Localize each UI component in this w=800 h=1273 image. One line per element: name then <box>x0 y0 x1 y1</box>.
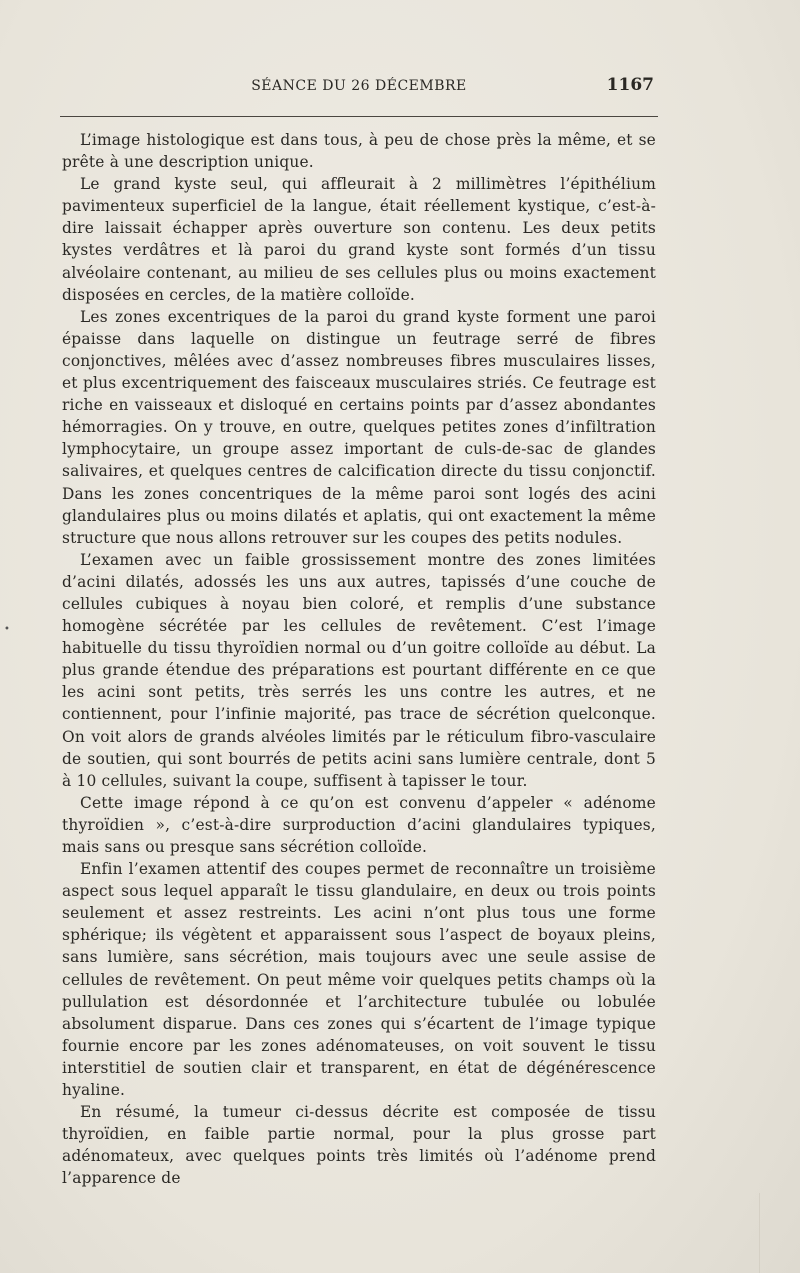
paragraph: L’image histologique est dans tous, à peu de chose près la même, et se prête à une description unique. <box>62 131 656 172</box>
header-rule <box>60 116 658 117</box>
page-number: 1167 <box>606 75 654 95</box>
page-header <box>60 75 658 106</box>
paragraph: Les zones excentriques de la paroi du grand kyste forment une paroi épaisse dans laquelle on distingue un feutrage serré de fibres conjonctives, mêlées avec d’assez nombreuses fibres musculaires lisses, et plus excentriquement des faisceaux musculaires striés. Ce feutrage est riche en vaisseaux et disloqué en certains points par d’assez abondantes hémorragies. On y trouve, en outre, quelques petites zones d’infiltration lymphocytaire, un groupe assez important de culs-de-sac de glandes salivaires, et quelques centres de calcification directe du tissu conjonctif. Dans les zones concentriques de la même paroi sont logés des acini glandulaires plus ou moins dilatés et aplatis, qui ont exactement la même structure que nous allons retrouver sur les coupes des petits nodules. <box>62 307 656 547</box>
paragraph: L’examen avec un faible grossissement montre des zones limitées d’acini dilatés, adossés les uns aux autres, tapissés d’une couche de cellules cubiques à noyau bien coloré, et remplis d’une substance homogène sécrétée par les cellules de revêtement. C’est l’image habituelle du tissu thyroïdien normal ou d’un goitre colloïde au début. La plus grande étendue des préparations est pourtant différente en ce que les acini sont petits, très serrés les uns contre les autres, et ne contiennent, pour l’infinie majorité, pas trace de sécrétion quelconque. On voit alors de grands alvéoles limités par le réticulum fibro-vasculaire de soutien, qui sont bourrés de petits acini sans lumière centrale, dont 5 à 10 cellules, suivant la coupe, suffisent à tapisser le tour. <box>62 550 656 790</box>
running-head: SÉANCE DU 26 DÉCEMBRE <box>251 78 467 94</box>
paragraph: Cette image répond à ce qu’on est convenu d’appeler « adénome thyroïdien », c’est-à-dire surproduction d’acini glandulaires typiques, mais sans ou presque sans sécrétion colloïde. <box>62 793 656 856</box>
paragraph: Enfin l’examen attentif des coupes permet de reconnaître un troisième aspect sous lequel apparaît le tissu glandulaire, en deux ou trois points seulement et assez restreints. Les acini n’ont plus tous une forme sphérique; ils végètent et apparaissent sous l’aspect de boyaux pleins, sans lumière, sans sécrétion, mais toujours avec une seule assise de cellules de revêtement. On peut même voir quelques petits champs où la pullulation est désordonnée et l’architecture tubulée ou lobulée absolument disparue. Dans ces zones qui s’écartent de l’image typique fournie encore par les zones adénomateuses, on voit souvent le tissu interstitiel de soutien clair et transparent, en état de dégénérescence hyaline. <box>62 860 656 1100</box>
body-text <box>62 129 656 1190</box>
page-edge <box>759 1193 800 1273</box>
margin-mark: • <box>4 624 10 635</box>
paragraph: En résumé, la tumeur ci-dessus décrite est composée de tissu thyroïdien, en faible partie normal, pour la plus grosse part adénomateux, avec quelques points très limités où l’adénome prend l’apparence de <box>62 1103 656 1188</box>
paragraph: Le grand kyste seul, qui affleurait à 2 millimètres l’épithélium pavimenteux superficiel de la langue, était réellement kystique, c’est-à-dire laissait échapper après ouverture son contenu. Les deux petits kystes verdâtres et là paroi du grand kyste sont formés d’un tissu alvéolaire contenant, au milieu de ses cellules plus ou moins exactement disposées en cercles, de la matière colloïde. <box>62 175 656 304</box>
